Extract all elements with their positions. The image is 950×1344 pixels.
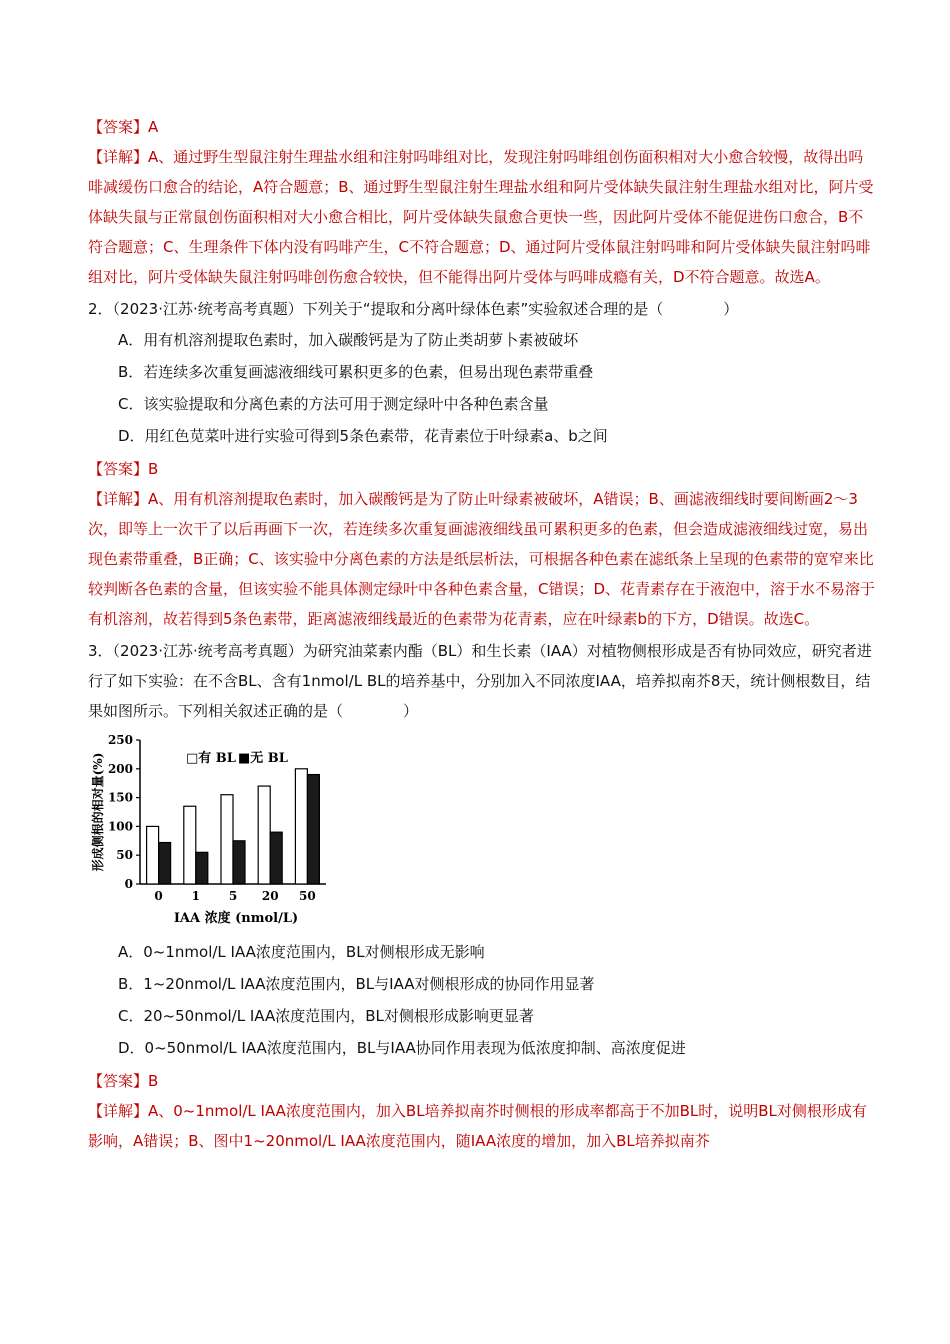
bar-without-bl (307, 775, 319, 884)
x-tick-label: 0 (154, 889, 163, 903)
x-axis-label: IAA 浓度 (nmol/L) (173, 911, 299, 926)
bar-without-bl (196, 852, 208, 884)
question-3-stem: 3．（2023·江苏·统考高考真题）为研究油菜素内酯（BL）和生长素（IAA）对植物侧根形成是否有协同效应，研究者进行了如下实验：在不含BL、含有1nmol/L BL的培养基中，分别加入不同浓度IAA，培养拟南芥8天，统计侧根数目，结果如图所示。下列相关叙述正确的是（ ） (88, 642, 872, 720)
x-tick-label: 20 (261, 889, 279, 903)
question-2-stem: 2．（2023·江苏·统考高考真题）下列关于“提取和分离叶绿体色素”实验叙述合理的是（ ） (88, 300, 739, 318)
x-tick-label: 50 (299, 889, 316, 903)
question-2-option-b: B．若连续多次重复画滤液细线可累积更多的色素，但易出现色素带重叠 (118, 363, 594, 381)
answer-detail-1: 【详解】A、通过野生型鼠注射生理盐水组和注射吗啡组对比，发现注射吗啡组创伤面积相对大小愈合较慢，故得出吗啡减缓伤口愈合的结论，A符合题意；B、通过野生型鼠注射生理盐水组和阿片受体缺失鼠注射生理盐水组对比，阿片受体缺失鼠与正常鼠创伤面积相对大小愈合相比，阿片受体缺失鼠愈合更快一些，因此阿片受体不能促进伤口愈合，B不符合题意；C、生理条件下体内没有吗啡产生，C不符合题意；D、通过阿片受体鼠注射吗啡和阿片受体缺失鼠注射吗啡组对比，阿片受体缺失鼠注射吗啡创伤愈合较快，但不能得出阿片受体与吗啡成瘾有关，D不符合题意。故选A。 (88, 148, 874, 286)
bar-with-bl (184, 806, 196, 884)
y-axis-label: 形成侧根的相对量(%) (91, 752, 105, 872)
legend-with-bl: □有 BL (186, 751, 236, 766)
bar-chart (88, 732, 338, 928)
y-tick-label: 0 (124, 877, 133, 891)
y-tick-label: 200 (107, 761, 133, 776)
y-tick-label: 150 (107, 790, 133, 805)
bar-chart-svg (88, 732, 338, 928)
answer-label-1: 【答案】A (88, 118, 159, 136)
question-3-option-c: C．20~50nmol/L IAA浓度范围内，BL对侧根形成影响更显著 (118, 1007, 534, 1025)
document-page (88, 112, 878, 1156)
bar-without-bl (270, 832, 282, 884)
x-tick-label: 1 (191, 889, 200, 903)
question-3-option-d: D．0~50nmol/L IAA浓度范围内，BL与IAA协同作用表现为低浓度抑制、高浓度促进 (118, 1039, 686, 1057)
question-2-option-d: D．用红色苋菜叶进行实验可得到5条色素带，花青素位于叶绿素a、b之间 (118, 427, 608, 445)
bar-with-bl (221, 795, 233, 884)
legend-without-bl: ■无 BL (238, 751, 288, 766)
bar-with-bl (295, 769, 307, 884)
bar-without-bl (233, 841, 245, 884)
bar-without-bl (159, 843, 171, 884)
question-2-option-a: A．用有机溶剂提取色素时，加入碳酸钙是为了防止类胡萝卜素被破坏 (118, 331, 579, 349)
answer-detail-3: 【详解】A、0~1nmol/L IAA浓度范围内，加入BL培养拟南芥时侧根的形成率都高于不加BL时，说明BL对侧根形成有影响，A错误；B、图中1~20nmol/L IAA浓度范围内，随IAA浓度的增加，加入BL培养拟南芥 (88, 1102, 867, 1150)
question-3-option-a: A．0~1nmol/L IAA浓度范围内，BL对侧根形成无影响 (118, 943, 485, 961)
y-tick-label: 50 (116, 848, 133, 863)
y-tick-label: 100 (107, 819, 133, 834)
bar-with-bl (147, 826, 159, 884)
y-tick-label: 250 (107, 733, 133, 747)
x-tick-label: 5 (228, 889, 238, 903)
answer-label-2: 【答案】B (88, 460, 159, 478)
answer-detail-2: 【详解】A、用有机溶剂提取色素时，加入碳酸钙是为了防止叶绿素被破坏，A错误；B、画滤液细线时要间断画2～3次，即等上一次干了以后再画下一次，若连续多次重复画滤液细线虽可累积更多的色素，但会造成滤液细线过宽，易出现色素带重叠，B正确；C、该实验中分离色素的方法是纸层析法，可根据各种色素在滤纸条上呈现的色素带的宽窄来比较判断各色素的含量，但该实验不能具体测定绿叶中各种色素含量，C错误；D、花青素存在于液泡中，溶于水不易溶于有机溶剂，故若得到5条色素带，距离滤液细线最近的色素带为花青素，应在叶绿素b的下方，D错误。故选C。 (88, 490, 876, 628)
question-2-option-c: C．该实验提取和分离色素的方法可用于测定绿叶中各种色素含量 (118, 395, 549, 413)
bar-with-bl (258, 786, 270, 884)
answer-label-3: 【答案】B (88, 1072, 159, 1090)
question-3-option-b: B．1~20nmol/L IAA浓度范围内，BL与IAA对侧根形成的协同作用显著 (118, 975, 595, 993)
